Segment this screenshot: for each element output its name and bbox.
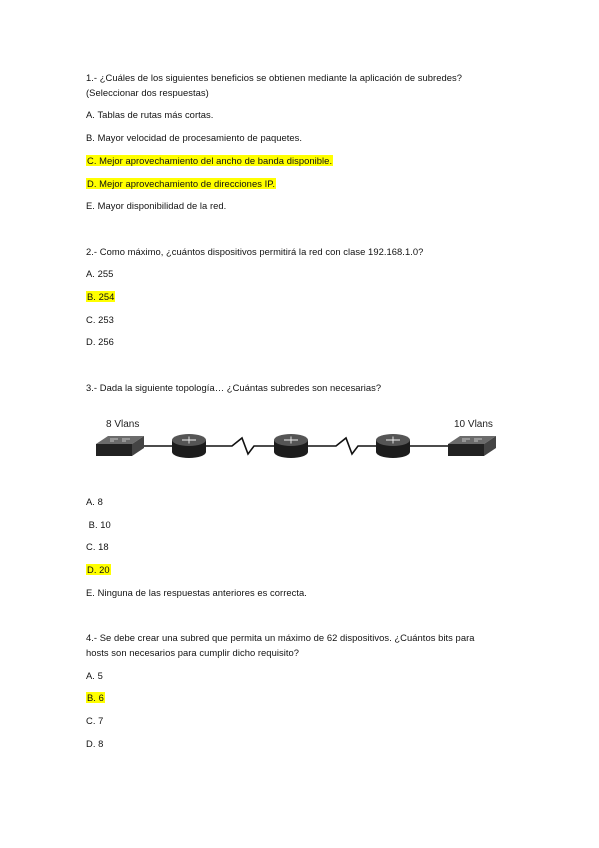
- highlighted-answer: B. 6: [87, 692, 104, 703]
- router-3-icon: [376, 434, 410, 458]
- left-switch-icon: [96, 436, 144, 456]
- right-vlan-label: 10 Vlans: [454, 419, 493, 430]
- link-router2-router3: [308, 438, 376, 454]
- q1-prompt-line2: (Seleccionar dos respuestas): [86, 87, 209, 98]
- q1-option-e: E. Mayor disponibilidad de la red.: [86, 200, 227, 211]
- q2-option-a: A. 255: [86, 268, 114, 279]
- q2-prompt-line1: 2.- Como máximo, ¿cuántos dispositivos permitirá la red con clase 192.168.1.0?: [86, 246, 424, 257]
- router-2-icon: [274, 434, 308, 458]
- q2-option-d: D. 256: [86, 336, 114, 347]
- q1-option-a: A. Tablas de rutas más cortas.: [86, 109, 214, 120]
- q3-option-c: C. 18: [86, 541, 109, 552]
- q3-option-e: E. Ninguna de las respuestas anteriores es correcta.: [86, 587, 307, 598]
- highlighted-answer: D. Mejor aprovechamiento de direcciones IP.: [87, 178, 276, 189]
- highlighted-answer: C. Mejor aprovechamiento del ancho de banda disponible.: [87, 155, 333, 166]
- router-1-icon: [172, 434, 206, 458]
- q4-option-d: D. 8: [86, 738, 104, 749]
- q1-option-c: [86, 155, 333, 167]
- highlighted-answer: B. 254: [87, 291, 115, 302]
- q1-prompt-line1: 1.- ¿Cuáles de los siguientes beneficios se obtienen mediante la aplicación de subredes?: [86, 72, 462, 83]
- right-switch-icon: [448, 436, 496, 456]
- q4-prompt-line1: 4.- Se debe crear una subred que permita un máximo de 62 dispositivos. ¿Cuántos bits para: [86, 632, 475, 643]
- q3-option-b: B. 10: [86, 519, 111, 530]
- q4-option-a: A. 5: [86, 670, 103, 681]
- link-router1-router2: [206, 438, 274, 454]
- q1-option-b: B. Mayor velocidad de procesamiento de paquetes.: [86, 132, 303, 143]
- q2-option-b: [86, 291, 115, 303]
- left-vlan-label: 8 Vlans: [106, 419, 140, 430]
- q3-prompt-line1: 3.- Dada la siguiente topología… ¿Cuántas subredes son necesarias?: [86, 382, 382, 393]
- q3-option-d: [86, 564, 111, 576]
- q2-option-c: C. 253: [86, 314, 114, 325]
- q3-option-a: A. 8: [86, 496, 103, 507]
- highlighted-answer: D. 20: [87, 564, 110, 575]
- q4-option-b: [86, 692, 105, 704]
- q1-option-d: [86, 178, 276, 190]
- q4-option-c: C. 7: [86, 715, 104, 726]
- network-topology-diagram: [92, 410, 502, 470]
- q4-prompt-line2: hosts son necesarios para cumplir dicho requisito?: [86, 647, 300, 658]
